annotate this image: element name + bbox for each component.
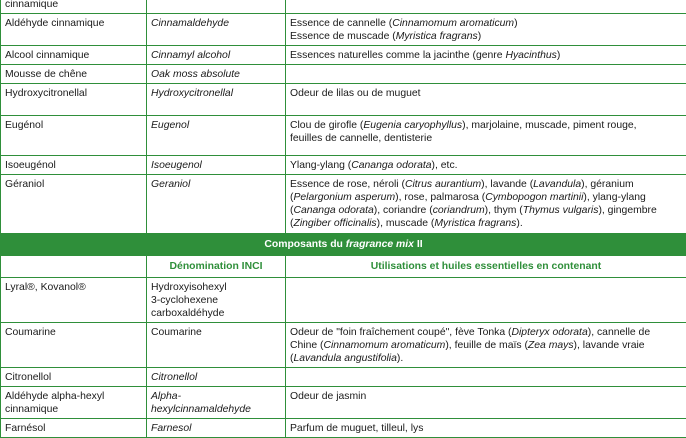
substance-name: Aldéhyde alpha-hexyl cinnamique — [1, 387, 147, 419]
table-row — [1, 368, 686, 387]
table-row — [1, 387, 686, 419]
inci-name: Coumarine — [147, 323, 286, 368]
table-row — [1, 323, 686, 368]
substance-name: Eugénol — [1, 116, 147, 156]
uses-cell: Odeur de jasmin — [286, 387, 686, 419]
substance-name: Mousse de chêne — [1, 65, 147, 84]
inci-name: Farnesol — [147, 419, 286, 438]
substance-name: Géraniol — [1, 175, 147, 234]
uses-cell — [286, 0, 686, 14]
inci-name: Eugenol — [147, 116, 286, 156]
uses-cell — [286, 278, 686, 323]
table-row — [1, 116, 686, 156]
inci-name: Citronellol — [147, 368, 286, 387]
table-row — [1, 156, 686, 175]
table-row — [1, 278, 686, 323]
header-col1 — [1, 256, 147, 278]
table-row — [1, 0, 686, 14]
table-row — [1, 46, 686, 65]
inci-name: Cinnamaldehyde — [147, 14, 286, 46]
section-header-row — [1, 234, 686, 256]
inci-name: Isoeugenol — [147, 156, 286, 175]
substance-name: Alcool cinnamique — [1, 46, 147, 65]
inci-name: Hydroxyisohexyl 3-cyclohexene carboxaldéhyde — [147, 278, 286, 323]
substance-name: Hydroxycitronellal — [1, 84, 147, 116]
uses-cell: Odeur de lilas ou de muguet — [286, 84, 686, 116]
column-header-row — [1, 256, 686, 278]
section-title: Composants du fragrance mix II — [1, 234, 686, 256]
inci-name — [147, 0, 286, 14]
uses-cell: Ylang-ylang (Cananga odorata), etc. — [286, 156, 686, 175]
header-uses: Utilisations et huiles essentielles en contenant — [286, 256, 686, 278]
table-row — [1, 14, 686, 46]
inci-name: Alpha- hexylcinnamaldehyde — [147, 387, 286, 419]
uses-cell: Clou de girofle (Eugenia caryophyllus), marjolaine, muscade, piment rouge, feuilles de cannelle, dentisterie — [286, 116, 686, 156]
substance-name: Farnésol — [1, 419, 147, 438]
table-row — [1, 84, 686, 116]
table-row — [1, 175, 686, 234]
inci-name: Geraniol — [147, 175, 286, 234]
substance-name: cinnamique — [1, 0, 147, 14]
uses-cell: Odeur de "foin fraîchement coupé", fève Tonka (Dipteryx odorata), cannelle de Chine (Cinnamomum aromaticum), feuille de maïs (Zea mays), lavande vraie (Lavandula angustifolia). — [286, 323, 686, 368]
inci-name: Cinnamyl alcohol — [147, 46, 286, 65]
uses-cell — [286, 368, 686, 387]
uses-cell: Essence de rose, néroli (Citrus aurantium), lavande (Lavandula), géranium (Pelargonium asperum), rose, palmarosa (Cymbopogon martinii), ylang-ylang (Cananga odorata), coriandre (coriandrum), thym (Thymus vulgaris), gingembre (Zingiber officinalis), muscade (Myristica fragrans). — [286, 175, 686, 234]
substance-name: Aldéhyde cinnamique — [1, 14, 147, 46]
substance-name: Isoeugénol — [1, 156, 147, 175]
uses-cell: Parfum de muguet, tilleul, lys — [286, 419, 686, 438]
header-inci: Dénomination INCI — [147, 256, 286, 278]
uses-cell — [286, 65, 686, 84]
uses-cell: Essences naturelles comme la jacinthe (genre Hyacinthus) — [286, 46, 686, 65]
inci-name: Oak moss absolute — [147, 65, 286, 84]
inci-name: Hydroxycitronellal — [147, 84, 286, 116]
uses-cell: Essence de cannelle (Cinnamomum aromaticum) Essence de muscade (Myristica fragrans) — [286, 14, 686, 46]
table-row — [1, 419, 686, 438]
substance-name: Coumarine — [1, 323, 147, 368]
substance-name: Lyral®, Kovanol® — [1, 278, 147, 323]
substance-name: Citronellol — [1, 368, 147, 387]
table-row — [1, 65, 686, 84]
